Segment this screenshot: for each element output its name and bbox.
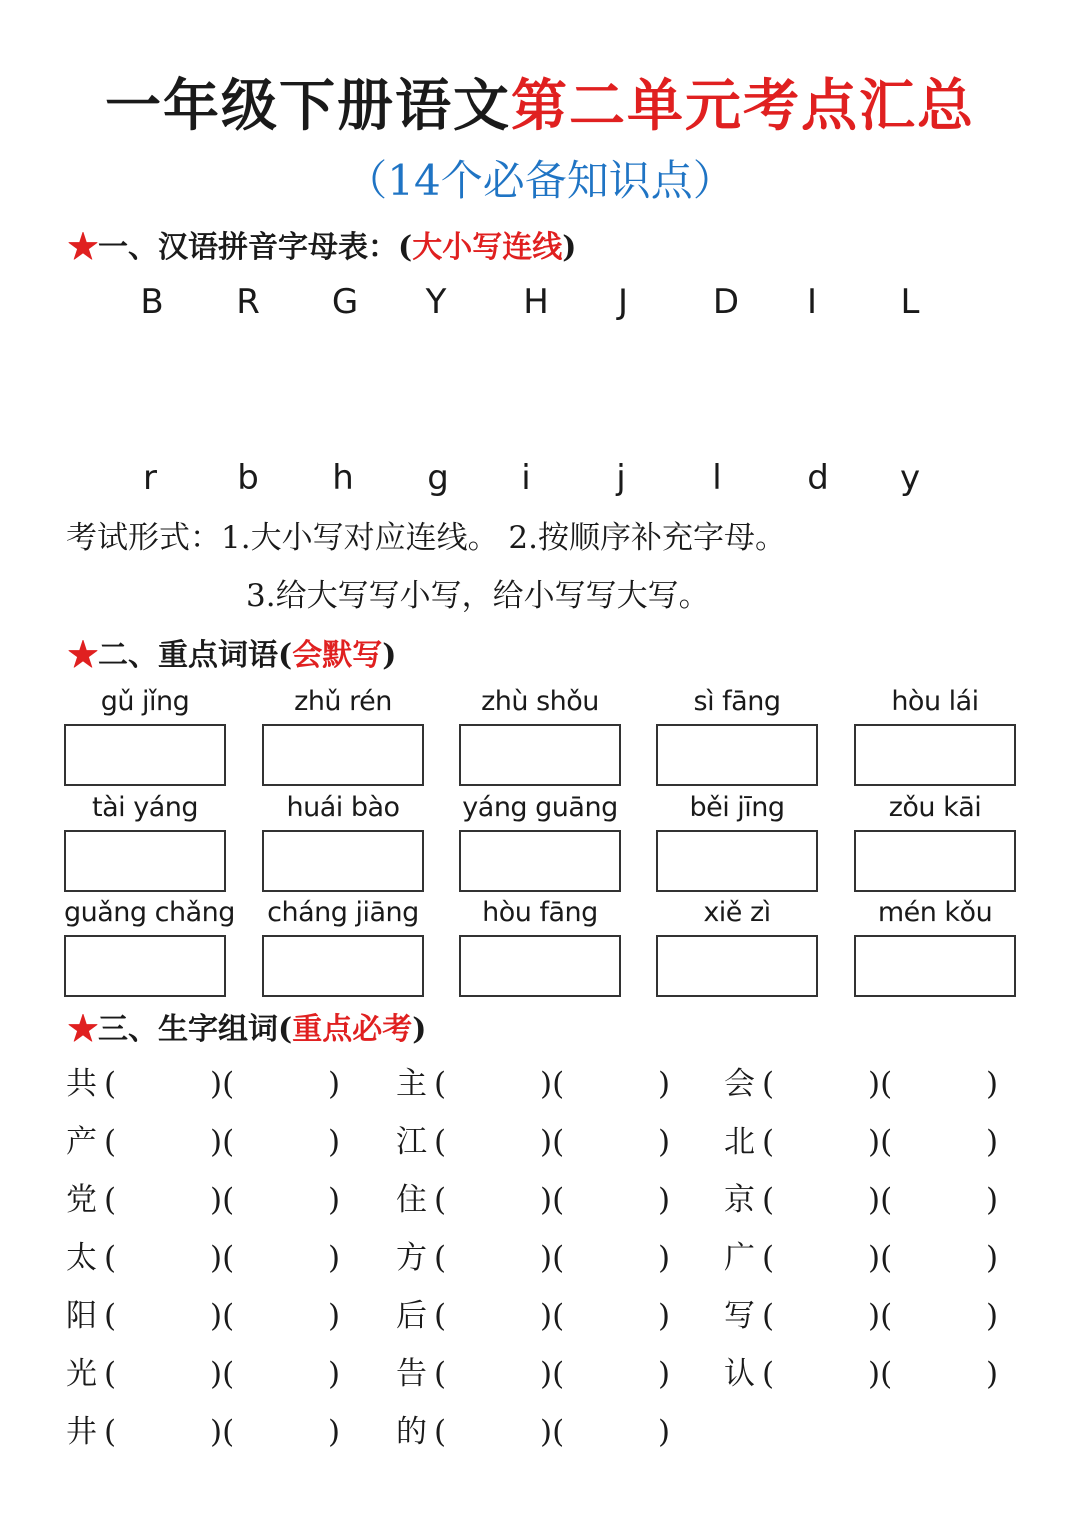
lowercase-letter[interactable]: l <box>712 458 722 498</box>
char-item <box>66 1352 346 1396</box>
answer-box[interactable] <box>854 935 1016 997</box>
paren-mid: )( <box>210 1124 235 1160</box>
char-item <box>66 1062 346 1106</box>
character: 认 <box>724 1356 755 1392</box>
character: 主 <box>396 1066 427 1102</box>
answer-box[interactable] <box>262 724 424 786</box>
uppercase-letter[interactable]: Y <box>425 282 447 322</box>
paren-mid: )( <box>868 1356 893 1392</box>
paren-open: ( <box>762 1298 775 1334</box>
char-item <box>66 1178 346 1222</box>
uppercase-letter[interactable]: L <box>900 282 920 322</box>
paren-close: ) <box>658 1182 671 1218</box>
paren-close: ) <box>658 1356 671 1392</box>
star-icon: ★ <box>68 1012 98 1047</box>
lowercase-letters <box>0 458 1080 508</box>
paren-mid: )( <box>868 1240 893 1276</box>
character: 太 <box>66 1240 97 1276</box>
answer-box[interactable] <box>854 724 1016 786</box>
section3-highlight: 重点必考 <box>292 1012 413 1047</box>
star-icon: ★ <box>68 638 98 673</box>
paren-close: ) <box>328 1298 341 1334</box>
character: 阳 <box>66 1298 97 1334</box>
paren-close: ) <box>986 1356 999 1392</box>
lowercase-letter[interactable]: h <box>332 458 354 498</box>
section2-title: 二、重点词语( <box>98 638 293 673</box>
answer-box[interactable] <box>656 830 818 892</box>
pinyin-label: tài yáng <box>92 792 198 823</box>
char-item <box>724 1120 1004 1164</box>
word-cell <box>854 684 1016 786</box>
uppercase-letter[interactable]: I <box>806 282 818 322</box>
answer-box[interactable] <box>64 724 226 786</box>
section2-heading <box>68 630 396 674</box>
uppercase-letter[interactable]: J <box>617 282 629 322</box>
pinyin-label: xiě zì <box>703 897 771 928</box>
exam-format-line1: 考试形式：1.大小写对应连线。 2.按顺序补充字母。 <box>66 520 787 556</box>
answer-box[interactable] <box>64 830 226 892</box>
paren-mid: )( <box>540 1414 565 1450</box>
exam-format-line2: 3.给大写写小写，给小写写大写。 <box>246 578 710 614</box>
answer-box[interactable] <box>64 935 226 997</box>
uppercase-letter[interactable]: H <box>523 282 549 322</box>
title-red: 第二单元考点汇总 <box>511 73 975 139</box>
character: 党 <box>66 1182 97 1218</box>
character: 写 <box>724 1298 755 1334</box>
paren-close: ) <box>658 1414 671 1450</box>
paren-mid: )( <box>540 1124 565 1160</box>
section3-close: ) <box>412 1012 427 1047</box>
paren-close: ) <box>328 1240 341 1276</box>
char-item <box>396 1294 676 1338</box>
word-cell <box>656 684 818 786</box>
paren-mid: )( <box>540 1240 565 1276</box>
paren-open: ( <box>762 1066 775 1102</box>
character: 京 <box>724 1182 755 1218</box>
paren-open: ( <box>434 1414 447 1450</box>
word-cell <box>459 895 621 997</box>
character: 产 <box>66 1124 97 1160</box>
word-cell <box>64 790 226 892</box>
lowercase-letter[interactable]: b <box>237 458 259 498</box>
paren-open: ( <box>104 1414 117 1450</box>
pinyin-label: guǎng chǎng <box>64 897 235 928</box>
answer-box[interactable] <box>459 830 621 892</box>
paren-mid: )( <box>868 1298 893 1334</box>
character: 共 <box>66 1066 97 1102</box>
paren-close: ) <box>986 1240 999 1276</box>
paren-close: ) <box>328 1414 341 1450</box>
paren-open: ( <box>104 1356 117 1392</box>
paren-mid: )( <box>210 1240 235 1276</box>
paren-close: ) <box>328 1182 341 1218</box>
answer-box[interactable] <box>854 830 1016 892</box>
character: 住 <box>396 1182 427 1218</box>
page-title <box>0 62 1080 142</box>
title-black: 一年级下册语文 <box>105 73 511 139</box>
paren-close: ) <box>658 1240 671 1276</box>
pinyin-label: běi jīng <box>689 792 785 823</box>
character: 广 <box>724 1240 755 1276</box>
uppercase-letters <box>0 282 1080 332</box>
pinyin-label: hòu fāng <box>482 897 598 928</box>
pinyin-label: mén kǒu <box>877 897 993 928</box>
character: 后 <box>396 1298 427 1334</box>
char-item <box>66 1236 346 1280</box>
paren-open: ( <box>104 1124 117 1160</box>
paren-close: ) <box>328 1124 341 1160</box>
char-item <box>724 1178 1004 1222</box>
paren-open: ( <box>434 1124 447 1160</box>
word-cell <box>64 684 226 786</box>
pinyin-label: sì fāng <box>693 686 781 717</box>
character: 井 <box>66 1414 97 1450</box>
word-cell <box>262 684 424 786</box>
paren-mid: )( <box>210 1356 235 1392</box>
paren-mid: )( <box>210 1066 235 1102</box>
char-item <box>66 1120 346 1164</box>
answer-box[interactable] <box>656 935 818 997</box>
answer-box[interactable] <box>656 724 818 786</box>
char-item <box>396 1120 676 1164</box>
char-item <box>66 1294 346 1338</box>
char-item <box>396 1236 676 1280</box>
paren-close: ) <box>986 1298 999 1334</box>
pinyin-label: zhǔ rén <box>294 686 392 717</box>
paren-open: ( <box>104 1298 117 1334</box>
character: 的 <box>396 1414 427 1450</box>
word-cell <box>262 895 424 997</box>
word-cell <box>656 790 818 892</box>
character: 光 <box>66 1356 97 1392</box>
section1-highlight: 大小写连线 <box>412 230 563 265</box>
lowercase-letter[interactable]: g <box>427 458 449 498</box>
char-item <box>396 1178 676 1222</box>
word-cell <box>459 790 621 892</box>
word-cell <box>656 895 818 997</box>
page-subtitle: （14个必备知识点） <box>345 156 735 205</box>
character: 会 <box>724 1066 755 1102</box>
paren-close: ) <box>658 1298 671 1334</box>
character: 方 <box>396 1240 427 1276</box>
word-cell <box>854 895 1016 997</box>
paren-close: ) <box>328 1066 341 1102</box>
paren-mid: )( <box>868 1182 893 1218</box>
character: 江 <box>396 1124 427 1160</box>
answer-box[interactable] <box>459 724 621 786</box>
section3-title: 三、生字组词( <box>98 1012 293 1047</box>
paren-open: ( <box>104 1182 117 1218</box>
paren-open: ( <box>434 1356 447 1392</box>
lowercase-letter[interactable]: j <box>616 458 626 498</box>
word-cell <box>64 895 235 997</box>
word-cell <box>459 684 621 786</box>
lowercase-letter[interactable]: d <box>807 458 829 498</box>
paren-mid: )( <box>540 1298 565 1334</box>
char-item <box>66 1410 346 1454</box>
char-item <box>396 1062 676 1106</box>
section3-heading <box>68 1004 426 1048</box>
pinyin-label: hòu lái <box>891 686 979 717</box>
paren-open: ( <box>104 1240 117 1276</box>
char-item <box>396 1410 676 1454</box>
paren-mid: )( <box>540 1066 565 1102</box>
pinyin-label: yáng guāng <box>462 792 618 823</box>
star-icon: ★ <box>68 230 98 265</box>
pinyin-label: zhù shǒu <box>481 686 599 717</box>
section2-close: ) <box>382 638 397 673</box>
lowercase-letter[interactable]: y <box>899 458 921 498</box>
paren-close: ) <box>658 1124 671 1160</box>
word-cell <box>262 790 424 892</box>
pinyin-label: gǔ jǐng <box>100 686 190 717</box>
paren-close: ) <box>986 1182 999 1218</box>
char-item <box>724 1062 1004 1106</box>
uppercase-letter[interactable]: R <box>236 282 260 322</box>
uppercase-letter[interactable]: G <box>331 282 359 322</box>
answer-box[interactable] <box>459 935 621 997</box>
paren-mid: )( <box>868 1066 893 1102</box>
paren-open: ( <box>762 1182 775 1218</box>
paren-open: ( <box>434 1182 447 1218</box>
paren-mid: )( <box>210 1182 235 1218</box>
paren-close: ) <box>658 1066 671 1102</box>
char-item <box>724 1294 1004 1338</box>
paren-open: ( <box>762 1356 775 1392</box>
lowercase-letter[interactable]: i <box>521 458 531 498</box>
paren-open: ( <box>434 1298 447 1334</box>
character: 北 <box>724 1124 755 1160</box>
paren-open: ( <box>434 1066 447 1102</box>
character: 告 <box>396 1356 427 1392</box>
paren-open: ( <box>434 1240 447 1276</box>
paren-mid: )( <box>540 1182 565 1218</box>
section1-close: ) <box>562 230 577 265</box>
pinyin-label: cháng jiāng <box>267 897 419 928</box>
char-item <box>396 1352 676 1396</box>
paren-open: ( <box>762 1124 775 1160</box>
paren-close: ) <box>328 1356 341 1392</box>
word-cell <box>854 790 1016 892</box>
paren-mid: )( <box>210 1298 235 1334</box>
uppercase-letter[interactable]: D <box>712 282 740 322</box>
uppercase-letter[interactable]: B <box>140 282 164 322</box>
char-item <box>724 1236 1004 1280</box>
answer-box[interactable] <box>262 830 424 892</box>
paren-mid: )( <box>210 1414 235 1450</box>
pinyin-label: zǒu kāi <box>888 792 982 823</box>
lowercase-letter[interactable]: r <box>143 458 157 498</box>
char-item <box>724 1352 1004 1396</box>
paren-mid: )( <box>868 1124 893 1160</box>
pinyin-label: huái bào <box>286 792 400 823</box>
paren-close: ) <box>986 1124 999 1160</box>
answer-box[interactable] <box>262 935 424 997</box>
section1-title: 一、汉语拼音字母表：( <box>98 230 413 265</box>
paren-close: ) <box>986 1066 999 1102</box>
paren-open: ( <box>104 1066 117 1102</box>
paren-open: ( <box>762 1240 775 1276</box>
paren-mid: )( <box>540 1356 565 1392</box>
section2-highlight: 会默写 <box>292 638 383 673</box>
section1-heading <box>68 222 576 266</box>
